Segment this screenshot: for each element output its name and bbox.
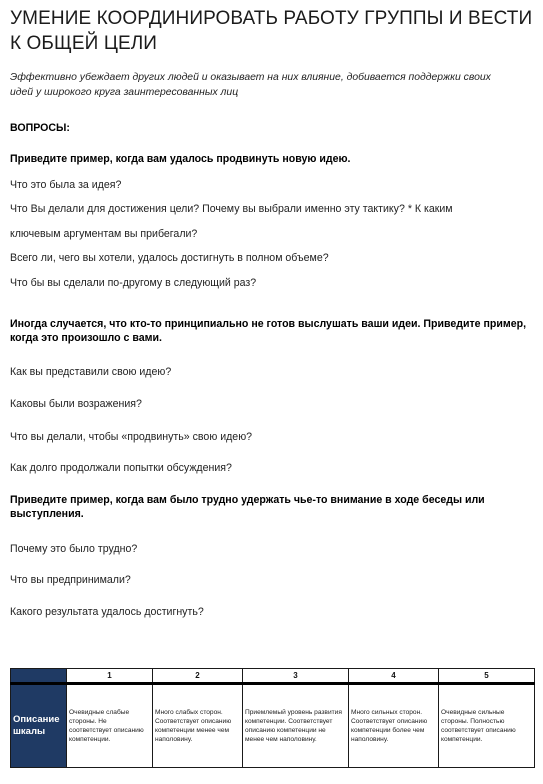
question: Что бы вы сделали по-другому в следующий раз? [10,277,257,289]
block-heading: Приведите пример, когда вам было трудно удержать чье-то внимание в ходе беседы или выступления. [10,494,485,520]
scale-description-row [11,684,535,768]
scale-number: 4 [349,669,439,684]
questions-label: ВОПРОСЫ: [10,122,70,134]
scale-number: 1 [67,669,153,684]
scale-number: 2 [153,669,243,684]
question: Всего ли, чего вы хотели, удалось достигнуть в полном объеме? [10,252,329,264]
scale-number: 3 [243,669,349,684]
block-heading: Приведите пример, когда вам удалось продвинуть новую идею. [10,153,351,165]
scale-description: Много слабых сторон. Соответствует описанию компетенции менее чем наполовину. [153,684,243,768]
question: Почему это было трудно? [10,543,138,555]
scale-description: Много сильных сторон. Соответствует описанию компетенции более чем наполовину. [349,684,439,768]
scale-number: 5 [439,669,535,684]
scale-description: Приемлемый уровень развития компетенции. Соответствует описанию компетенции не менее чем наполовину. [243,684,349,768]
question: Какого результата удалось достигнуть? [10,606,204,618]
rating-scale-table [10,668,535,768]
question: Что это была за идея? [10,179,122,191]
scale-description: Очевидные сильные стороны. Полностью соответствует описанию компетенции. [439,684,535,768]
question: Что вы предпринимали? [10,574,131,586]
competency-description: Эффективно убеждает других людей и оказывает на них влияние, добивается поддержки своих идей у широкого круга заинтересованных лиц [10,72,491,98]
question: Как долго продолжали попытки обсуждения? [10,462,232,474]
table-corner-cell [11,669,67,684]
scale-description: Очевидные слабые стороны. Не соответствует описанию компетенции. [67,684,153,768]
block-heading: Иногда случается, что кто-то принципиально не готов выслушать ваши идеи. Приведите пример, когда это произошло с вами. [10,318,527,344]
question: ключевым аргументам вы прибегали? [10,228,198,240]
scale-row-header: Описание шкалы [11,684,67,768]
scale-number-row [11,669,535,684]
question: Каковы были возражения? [10,398,142,410]
question: Что вы делали, чтобы «продвинуть» свою идею? [10,431,253,443]
question: Как вы представили свою идею? [10,366,172,378]
question: Что Вы делали для достижения цели? Почему вы выбрали именно эту тактику? * К каким [10,203,453,215]
page-title: УМЕНИЕ КООРДИНИРОВАТЬ РАБОТУ ГРУППЫ И ВЕСТИ К ОБЩЕЙ ЦЕЛИ [10,8,533,54]
